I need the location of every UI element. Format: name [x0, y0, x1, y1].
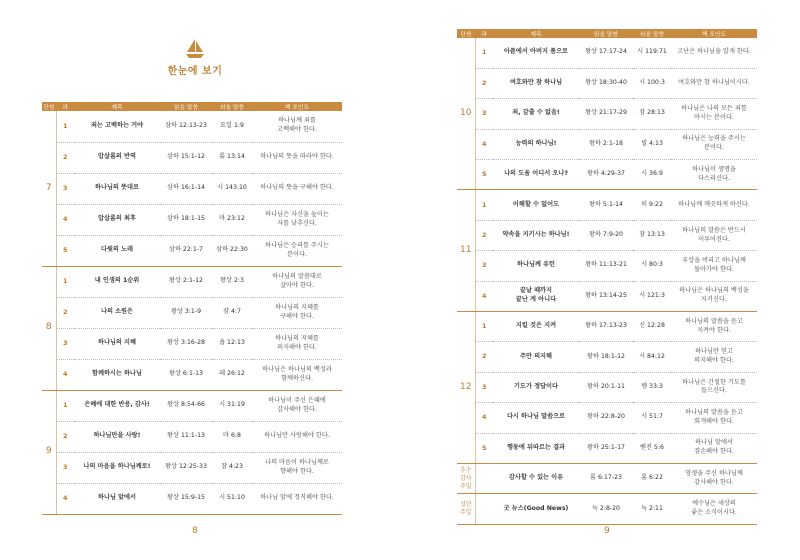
lesson-title: 굿 뉴스(Good News) [493, 494, 579, 524]
table-row [457, 281, 757, 311]
key-point: 하나님이 생명을 다스리신다. [671, 160, 757, 190]
lesson-title: 하나님께 유턴 [493, 251, 579, 281]
reading-passage: 왕상 17:17-24 [579, 38, 633, 68]
lesson-title: 다윗의 노래 [74, 235, 160, 266]
reading-passage: 왕하 22:8-20 [579, 403, 633, 433]
lesson-title: 약속을 지키시는 하나님! [493, 220, 579, 250]
lesson-number: 5 [56, 235, 74, 266]
lesson-table-left [42, 102, 342, 515]
table-row [42, 297, 342, 328]
lesson-title: 감사할 수 있는 이유 [493, 463, 579, 493]
unit-number: 11 [457, 190, 475, 312]
key-point: 예수님은 세상의 좋은 소식이시다. [671, 494, 757, 524]
memory-verse: 시 36:9 [633, 160, 671, 190]
lesson-number: 2 [475, 342, 493, 372]
memory-verse: 마 6:8 [212, 421, 252, 452]
reading-passage: 왕하 25:1-17 [579, 433, 633, 463]
column-header-unit: 단원 [42, 102, 56, 111]
lesson-title: 죄는 고백하는 거야 [74, 111, 160, 142]
memory-verse: 잠 4:23 [212, 452, 252, 483]
lesson-number: 2 [56, 297, 74, 328]
key-point: 하나님의 뜻을 따라야 한다. [252, 142, 342, 173]
lesson-title: 하나님의 지혜 [74, 328, 160, 359]
lesson-title: 하나님만을 사랑! [74, 421, 160, 452]
table-row [457, 190, 757, 220]
memory-verse: 눅 2:11 [633, 494, 671, 524]
key-point: 하나님은 능력을 주시는 분이다. [671, 129, 757, 159]
table-row [457, 129, 757, 159]
page-number: 8 [192, 526, 198, 536]
key-point: 하나님의 지혜를 구해야 한다. [252, 297, 342, 328]
lesson-number: 4 [475, 403, 493, 433]
key-point: 하나님은 간절한 기도를 들으신다. [671, 372, 757, 402]
memory-verse: 시 51:10 [212, 483, 252, 514]
lesson-number: 1 [475, 190, 493, 220]
reading-passage: 삼하 16:1-14 [160, 173, 212, 204]
key-point: 나의 마음이 하나님께로 향해야 한다. [252, 452, 342, 483]
lesson-number: 1 [56, 111, 74, 142]
lesson-number: 3 [56, 452, 74, 483]
key-point: 여호와만 참 하나님이시다. [671, 68, 757, 98]
table-row [42, 452, 342, 483]
right-page [400, 0, 800, 560]
lesson-number: 1 [475, 38, 493, 68]
column-header-point: 핵 포인트 [671, 29, 757, 38]
lesson-title: 함께하시는 하나님 [74, 359, 160, 390]
lesson-number: 2 [56, 421, 74, 452]
page-number: 9 [604, 526, 610, 536]
lesson-number: 3 [475, 99, 493, 129]
memory-verse: 시 80:3 [633, 251, 671, 281]
lesson-title: 하나님의 뜻대로 [74, 173, 160, 204]
unit-number: 8 [42, 266, 56, 390]
column-header-title: 제목 [74, 102, 160, 111]
lesson-title: 여호와만 참 하나님 [493, 68, 579, 98]
lesson-number: 2 [56, 142, 74, 173]
lesson-number: 3 [56, 173, 74, 204]
reading-passage: 왕상 18:30-40 [579, 68, 633, 98]
reading-passage: 왕하 2:1-18 [579, 129, 633, 159]
memory-verse: 시 100:3 [633, 68, 671, 98]
lesson-number: 4 [475, 281, 493, 311]
sailboat-icon [184, 38, 206, 60]
lesson-title: 압살롬의 반역 [74, 142, 160, 173]
unit-number: 10 [457, 38, 475, 190]
memory-verse: 요일 1:9 [212, 111, 252, 142]
key-point: 하나님의 말씀을 듣고 회개해야 한다. [671, 403, 757, 433]
reading-passage: 롬 6:17-23 [579, 463, 633, 493]
key-point: 하나님만 믿고 의지해야 한다. [671, 342, 757, 372]
memory-verse: 롬 13:14 [212, 142, 252, 173]
memory-verse: 잠 4:7 [212, 297, 252, 328]
lesson-number: 1 [475, 312, 493, 342]
key-point: 하나님은 승리를 주시는 분이다. [252, 235, 342, 266]
unit-number: 9 [42, 390, 56, 514]
lesson-number: 4 [56, 359, 74, 390]
table-row [42, 390, 342, 421]
lesson-number: 4 [56, 204, 74, 235]
lesson-title: 내 인생의 1순위 [74, 266, 160, 297]
table-row [457, 494, 757, 524]
key-point: 하나님께 깨끗하게 하신다. [671, 190, 757, 220]
memory-verse: 잠 28:13 [633, 99, 671, 129]
lesson-number [475, 494, 493, 524]
memory-verse: 삼하 22:30 [212, 235, 252, 266]
key-point: 하나님이 주신 은혜에 감사해야 한다. [252, 390, 342, 421]
table-row [457, 160, 757, 190]
lesson-title: 죄, 갈출 수 없음! [493, 99, 579, 129]
reading-passage: 왕하 5:1-14 [579, 190, 633, 220]
lesson-title: 기도가 정답이다 [493, 372, 579, 402]
lesson-title: 다시 하나님 말씀으로 [493, 403, 579, 433]
lesson-table-right [457, 29, 757, 525]
table-row [42, 111, 342, 142]
table-row [42, 328, 342, 359]
key-point: 영생을 주신 하나님께 감사해야 한다. [671, 463, 757, 493]
overview-title-block [155, 38, 235, 77]
lesson-title: 나의 도움 어디서 오나? [493, 160, 579, 190]
memory-verse: 시 119:71 [633, 38, 671, 68]
reading-passage: 왕하 4:29-37 [579, 160, 633, 190]
table-row [457, 433, 757, 463]
key-point: 하나님은 자신을 높이는 자를 낮추신다. [252, 204, 342, 235]
lesson-number: 5 [475, 160, 493, 190]
reading-passage: 왕하 20:1-11 [579, 372, 633, 402]
table-row [457, 68, 757, 98]
table-row [457, 38, 757, 68]
lesson-number: 3 [56, 328, 74, 359]
column-header-read: 읽을 말씀 [160, 102, 212, 111]
lesson-title: 은혜에 대한 반응, 감사! [74, 390, 160, 421]
lesson-title: 나의 소원은 [74, 297, 160, 328]
key-point: 하나님의 말씀대로 살아야 한다. [252, 266, 342, 297]
lesson-number: 3 [475, 372, 493, 402]
reading-passage: 삼하 15:1-12 [160, 142, 212, 173]
column-header-read: 읽을 말씀 [579, 29, 633, 38]
reading-passage: 왕상 6:1-13 [160, 359, 212, 390]
key-point: 하나님의 지혜를 의지해야 한다. [252, 328, 342, 359]
key-point: 하나님 앞에 정직해야 한다. [252, 483, 342, 514]
reading-passage: 삼하 12:13-23 [160, 111, 212, 142]
reading-passage: 왕상 3:16-28 [160, 328, 212, 359]
memory-verse: 벧전 5:6 [633, 433, 671, 463]
lesson-title: 행동에 뒤따르는 결과 [493, 433, 579, 463]
key-point: 하나님은 하나님의 백성을 지키신다. [671, 281, 757, 311]
lesson-title: 지킬 것은 지켜 [493, 312, 579, 342]
table-row [42, 204, 342, 235]
reading-passage: 왕상 15:9-15 [160, 483, 212, 514]
memory-verse: 시 31:19 [212, 390, 252, 421]
lesson-number: 1 [56, 266, 74, 297]
lesson-title: 나의 마음을 하나님께로! [74, 452, 160, 483]
lesson-number: 4 [56, 483, 74, 514]
memory-verse: 욥 12:13 [212, 328, 252, 359]
lesson-number: 3 [475, 251, 493, 281]
unit-number: 12 [457, 312, 475, 464]
reading-passage: 삼하 18:1-15 [160, 204, 212, 235]
unit-number: 성탄 주일 [457, 494, 475, 524]
lesson-title: 끝날 때까지 끝난 게 아니다 [493, 281, 579, 311]
column-header-lesson: 과 [56, 102, 74, 111]
reading-passage: 눅 2:8-20 [579, 494, 633, 524]
key-point: 하나님은 하나님의 백성과 함께하신다. [252, 359, 342, 390]
key-point: 하나님의 말씀은 반드시 이루어진다. [671, 220, 757, 250]
key-point: 하나님께 죄를 고백해야 한다. [252, 111, 342, 142]
lesson-title: 압살롬의 최후 [74, 204, 160, 235]
column-header-lesson: 과 [475, 29, 493, 38]
reading-passage: 왕하 18:1-12 [579, 342, 633, 372]
memory-verse: 빌 4:13 [633, 129, 671, 159]
table-row [42, 173, 342, 204]
reading-passage: 왕하 7:9-20 [579, 220, 633, 250]
unit-number: 7 [42, 111, 56, 266]
memory-verse: 신 12:28 [633, 312, 671, 342]
column-header-memorize: 외울 말씀 [633, 29, 671, 38]
memory-verse: 마 23:12 [212, 204, 252, 235]
lesson-title: 주만 의지해 [493, 342, 579, 372]
memory-verse: 렘 33:3 [633, 372, 671, 402]
table-row [42, 421, 342, 452]
lesson-title: 아픔에서 아버지 품으로 [493, 38, 579, 68]
memory-verse: 시 121:3 [633, 281, 671, 311]
key-point: 하나님 앞에서 겸손해야 한다. [671, 433, 757, 463]
key-point: 우상을 버리고 하나님께 돌아가야 한다. [671, 251, 757, 281]
reading-passage: 왕상 12:25-33 [160, 452, 212, 483]
key-point: 하나님은 나의 모든 죄를 아시는 분이다. [671, 99, 757, 129]
table-row [457, 372, 757, 402]
table-row [42, 483, 342, 514]
table-row [457, 403, 757, 433]
reading-passage: 왕상 8:54-66 [160, 390, 212, 421]
reading-passage: 삼하 22:1-7 [160, 235, 212, 266]
memory-verse: 시 143:10 [212, 173, 252, 204]
reading-passage: 왕상 3:1-9 [160, 297, 212, 328]
page-title: 한눈에 보기 [167, 66, 223, 77]
memory-verse: 시 84:12 [633, 342, 671, 372]
reading-passage: 왕하 17:13-23 [579, 312, 633, 342]
reading-passage: 왕하 13:14-25 [579, 281, 633, 311]
table-row [42, 142, 342, 173]
lesson-title: 능력의 하나님! [493, 129, 579, 159]
reading-passage: 왕상 2:1-12 [160, 266, 212, 297]
reading-passage: 왕하 11:13-21 [579, 251, 633, 281]
lesson-number: 5 [475, 433, 493, 463]
memory-verse: 히 9:22 [633, 190, 671, 220]
key-point: 하나님의 뜻을 구해야 한다. [252, 173, 342, 204]
lesson-title: 이해할 수 없어도 [493, 190, 579, 220]
table-row [457, 220, 757, 250]
lesson-number: 4 [475, 129, 493, 159]
table-row [42, 359, 342, 390]
table-row [457, 463, 757, 493]
table-row [457, 342, 757, 372]
table-header-row [457, 29, 757, 38]
column-header-unit: 단원 [457, 29, 475, 38]
memory-verse: 시 51:7 [633, 403, 671, 433]
lesson-title: 하나님 앞에서 [74, 483, 160, 514]
table-row [457, 99, 757, 129]
table-row [457, 251, 757, 281]
column-header-title: 제목 [493, 29, 579, 38]
table-row [42, 266, 342, 297]
lesson-number [475, 463, 493, 493]
key-point: 고난은 하나님을 알게 한다. [671, 38, 757, 68]
lesson-number: 2 [475, 68, 493, 98]
column-header-point: 핵 포인트 [252, 102, 342, 111]
reading-passage: 왕상 11:1-13 [160, 421, 212, 452]
memory-verse: 레 26:12 [212, 359, 252, 390]
key-point: 하나님만 사랑해야 한다. [252, 421, 342, 452]
memory-verse: 잠 13:13 [633, 220, 671, 250]
table-row [457, 312, 757, 342]
unit-number: 추수 감사 주일 [457, 463, 475, 493]
lesson-number: 1 [56, 390, 74, 421]
key-point: 하나님의 말씀을 듣고 지켜야 한다. [671, 312, 757, 342]
lesson-number: 2 [475, 220, 493, 250]
memory-verse: 롬 6:22 [633, 463, 671, 493]
memory-verse: 왕상 2:3 [212, 266, 252, 297]
reading-passage: 왕상 21:17-29 [579, 99, 633, 129]
column-header-memorize: 외울 말씀 [212, 102, 252, 111]
table-row [42, 235, 342, 266]
table-header-row [42, 102, 342, 111]
